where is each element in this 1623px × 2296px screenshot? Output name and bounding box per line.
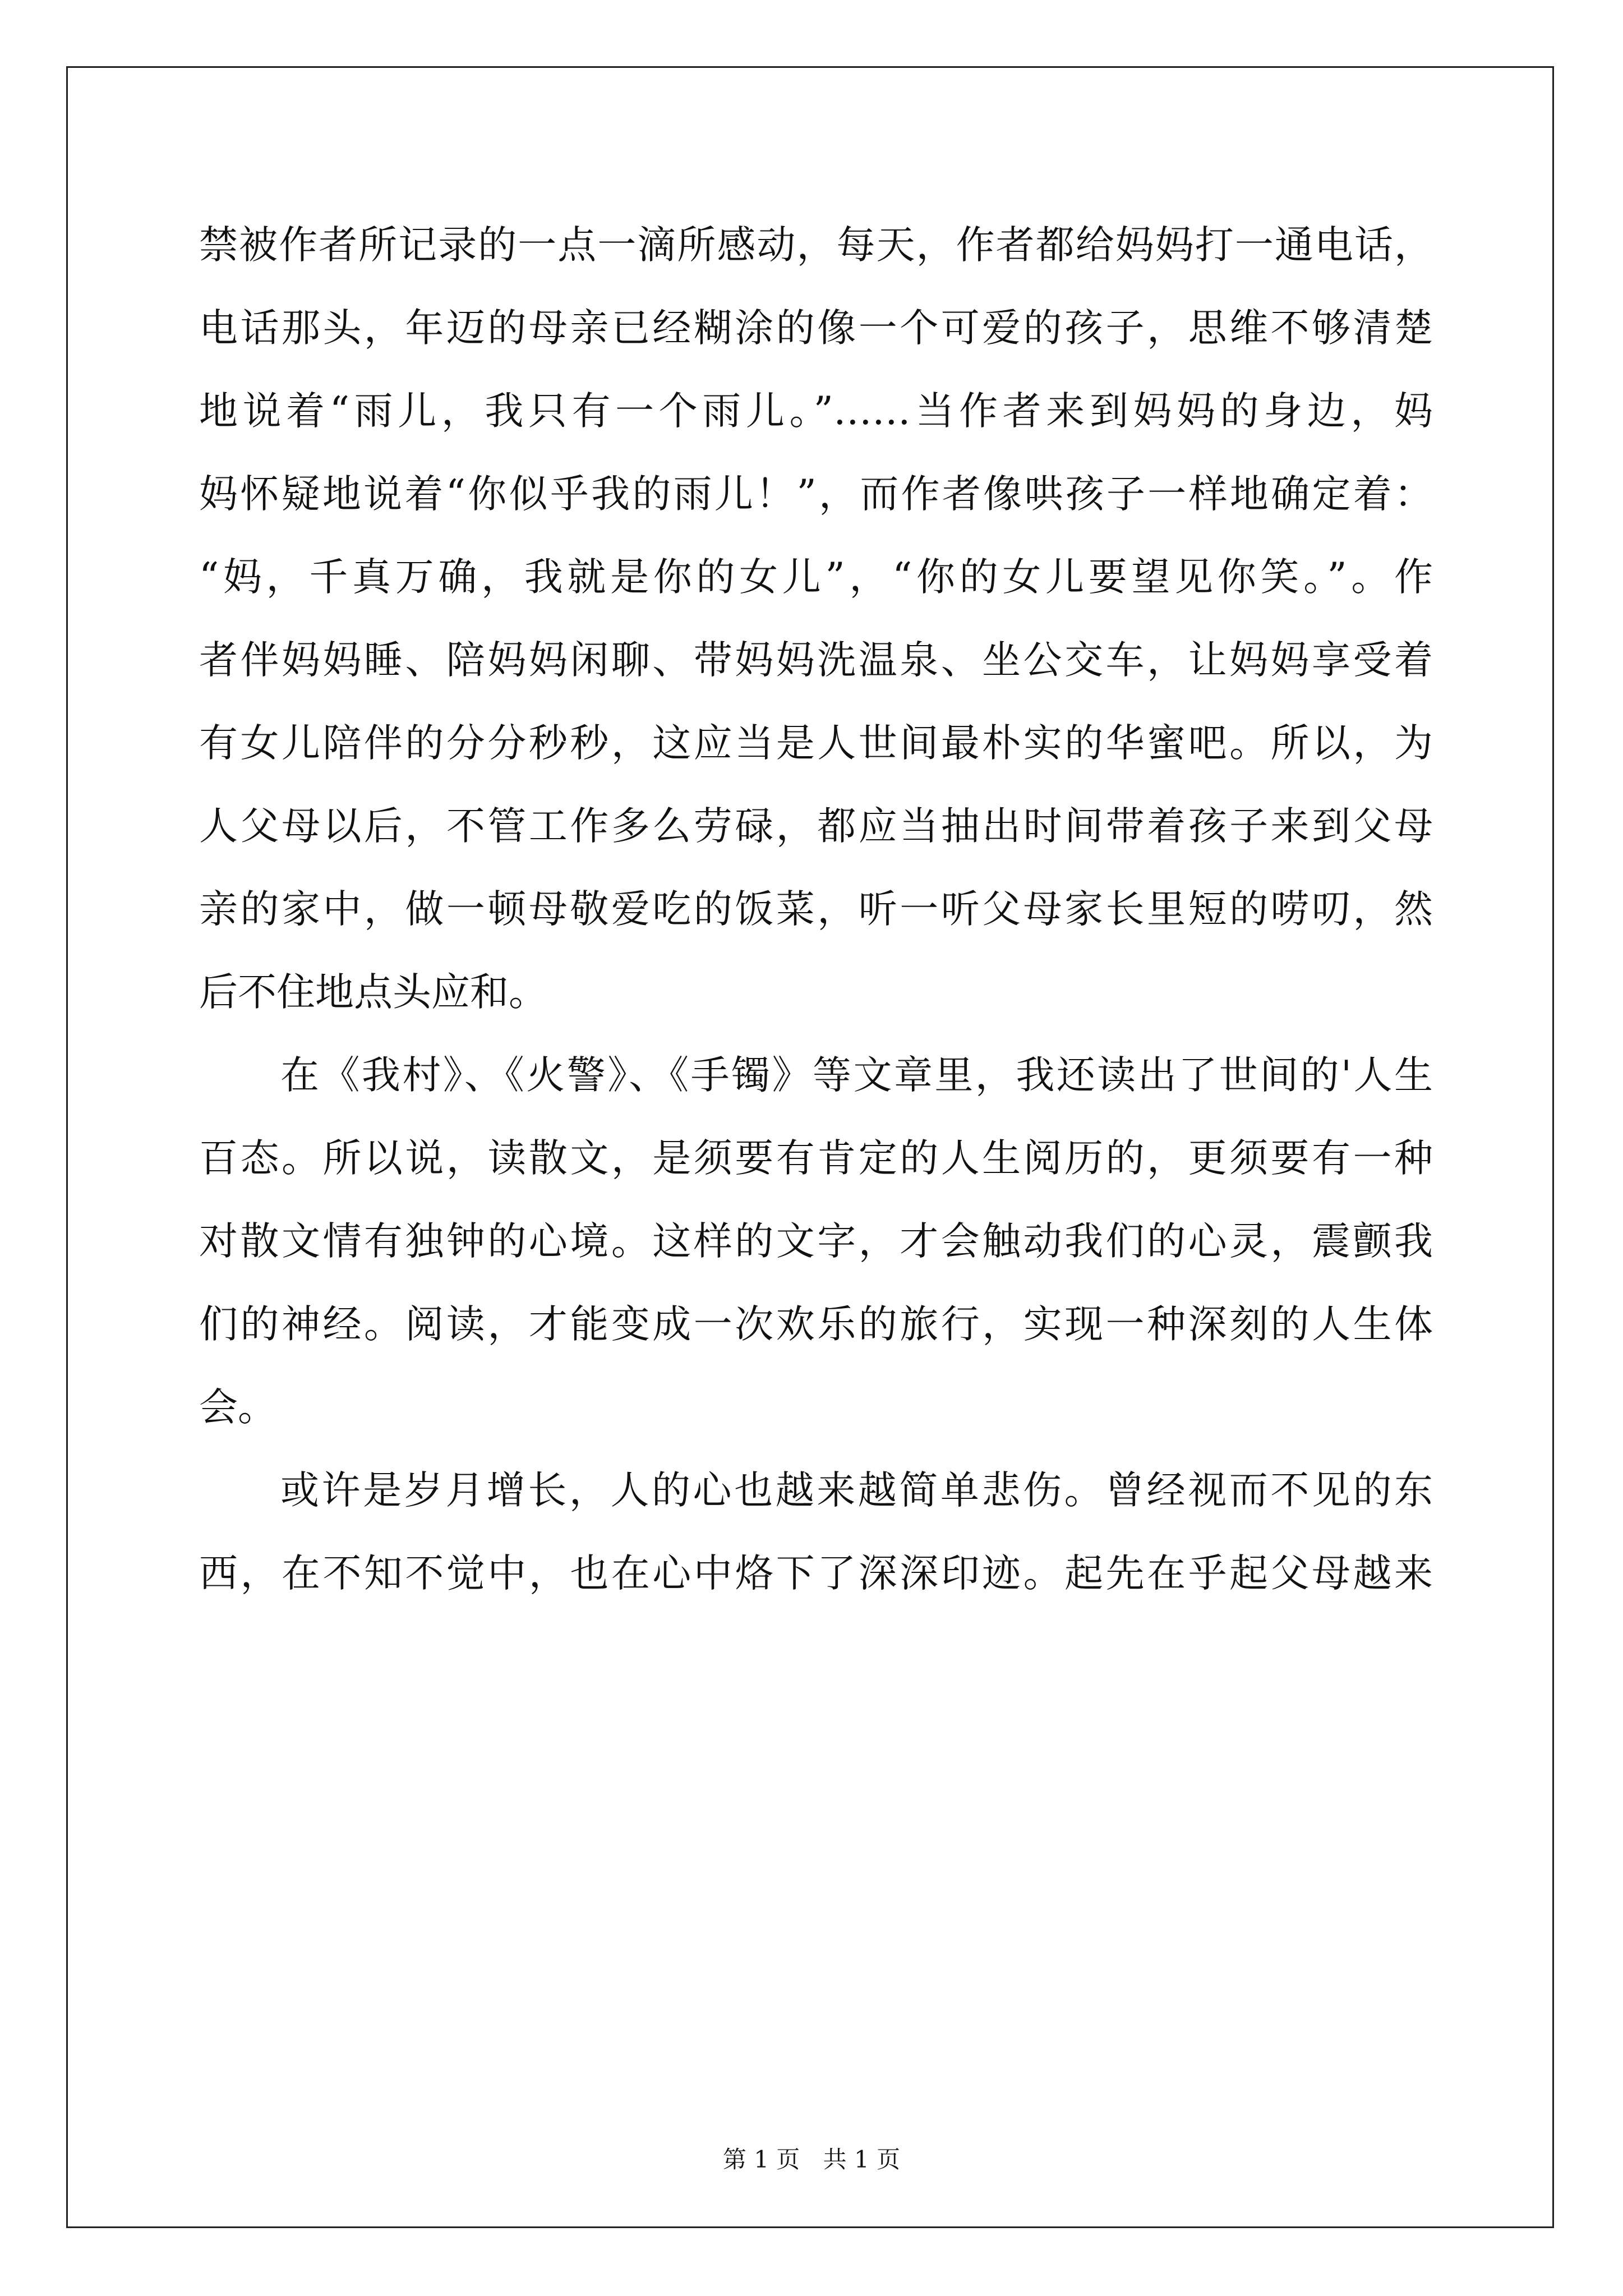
text-line-11: 在《我村》、《火警》、《手镯》等文章里，我还读出了世间的'人生	[280, 1053, 1433, 1098]
text-line-13: 对散文情有独钟的心境。这样的文字，才会触动我们的心灵，震颤我	[199, 1219, 1433, 1264]
text-line-6: 者伴妈妈睡、陪妈妈闲聊、带妈妈洗温泉、坐公交车，让妈妈享受着	[199, 638, 1433, 683]
text-line-12: 百态。所以说，读散文，是须要有肯定的人生阅历的，更须要有一种	[199, 1136, 1433, 1181]
text-line-1: 禁被作者所记录的一点一滴所感动，每天，作者都给妈妈打一通电话，	[199, 223, 1433, 268]
text-line-17: 西，在不知不觉中，也在心中烙下了深深印迹。起先在乎起父母越来	[199, 1551, 1433, 1596]
text-line-9: 亲的家中，做一顿母敬爱吃的饭菜，听一听父母家长里短的唠叨，然	[199, 887, 1433, 932]
page-total: 共 1 页	[823, 2146, 901, 2173]
text-line-16: 或许是岁月增长，人的心也越来越简单悲伤。曾经视而不见的东	[280, 1468, 1433, 1513]
text-line-10: 后不住地点头应和。	[199, 970, 547, 1015]
text-line-4: 妈怀疑地说着“你似乎我的雨儿！”，而作者像哄孩子一样地确定着：	[199, 472, 1433, 517]
text-line-8: 人父母以后，不管工作多么劳碌，都应当抽出时间带着孩子来到父母	[199, 804, 1433, 849]
text-line-15: 会。	[199, 1385, 276, 1430]
text-line-14: 们的神经。阅读，才能变成一次欢乐的旅行，实现一种深刻的人生体	[199, 1302, 1433, 1347]
page-footer	[0, 2143, 1623, 2177]
text-line-2: 电话那头，年迈的母亲已经糊涂的像一个可爱的孩子，思维不够清楚	[199, 306, 1433, 351]
page-number: 第 1 页	[722, 2146, 800, 2173]
text-line-7: 有女儿陪伴的分分秒秒，这应当是人世间最朴实的华蜜吧。所以，为	[199, 721, 1433, 766]
text-line-5: “妈，千真万确，我就是你的女儿”，“你的女儿要望见你笑。”。作	[199, 555, 1433, 600]
text-line-3: 地说着“雨儿，我只有一个雨儿。”……当作者来到妈妈的身边，妈	[199, 389, 1433, 434]
